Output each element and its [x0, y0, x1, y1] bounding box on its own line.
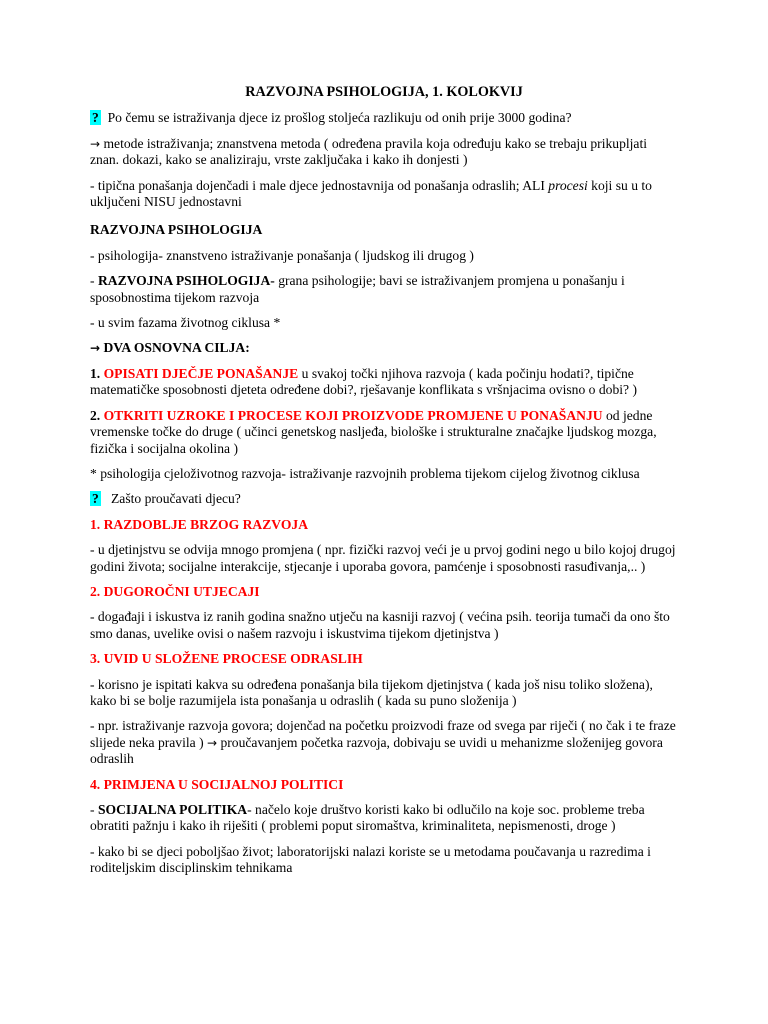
section-4-text-2: - kako bi se djeci poboljšao život; laboratorijski nalazi koriste se u metodama poučavanja u razredima i roditeljskim disciplinskim tehnikama	[90, 843, 651, 876]
psihologija-definition: - psihologija- znanstveno istraživanje ponašanja ( ljudskog ili drugog )	[90, 247, 474, 263]
question-2-text: Zašto proučavati djecu?	[111, 491, 241, 507]
typical-text-before: - tipična ponašanja dojenčadi i male djece jednostavnija od ponašanja odraslih; ALI	[90, 177, 549, 193]
section-4-bold-term: SOCIJALNA POLITIKA	[97, 802, 248, 817]
goal-2	[90, 408, 678, 457]
typical-text-after: koji su u to uključeni NISU jednostavni	[90, 177, 652, 210]
section-1-heading: 1. RAZDOBLJE BRZOG RAZVOJA	[90, 516, 309, 532]
section-2-text: - događaji i iskustva iz ranih godina snažno utječu na kasniji razvoj ( većina psih. teorija tumači da ono što smo danas, uvelike ovisi o našem razvoju i iskustvima tijekom djetinjstva )	[90, 609, 670, 641]
heading-goals	[90, 340, 678, 356]
section-1-text: - u djetinjstvu se odvija mnogo promjena ( npr. fizički razvoj veći je u prvoj godini nego u bilo kojoj drugoj godini života; socijalne interakcije, stjecanje i uporaba govora, pamćenje i sposobnosti rasuđivanja,.. )	[90, 542, 676, 574]
goals-heading-text: DVA OSNOVNA CILJA:	[103, 340, 250, 356]
arrow-right-icon: →	[207, 735, 218, 750]
razvojna-definition	[90, 273, 678, 306]
razvojna-bold-term: RAZVOJNA PSIHOLOGIJA-	[97, 273, 275, 289]
section-4-text-1	[90, 802, 678, 835]
question-mark-highlight: ?	[92, 110, 99, 126]
goal-1-number: 1.	[90, 365, 101, 381]
goal-2-title: OTKRITI UZROKE I PROCESE KOJI PROIZVODE PROMJENE U PONAŠANJU	[103, 407, 603, 423]
section-3-text-2-after: proučavanjem početka razvoja, dobivaju se uvidi u mehanizme složenijeg govora odraslih	[90, 734, 663, 767]
question-1	[90, 110, 678, 126]
methods-text: metode istraživanja; znanstvena metoda ( određena pravila koja određuju kako se trebaju prikupljati znan. dokazi, kako se analiziraju, vrste zaključaka i kako ih donjesti )	[90, 135, 648, 168]
question-mark-highlight: ?	[92, 491, 99, 507]
arrow-right-icon: →	[90, 136, 101, 151]
goal-1-title: OPISATI DJEČJE PONAŠANJE	[103, 365, 299, 381]
question-2	[90, 491, 678, 507]
section-2-heading: 2. DUGOROČNI UTJECAJI	[90, 583, 260, 599]
section-3-text-1: - korisno je ispitati kakva su određena ponašanja bila tijekom djetinjstva ( kada još nisu toliko složena), kako bi se bolje razumijela ista ponašanja u odraslih ( kada su puno složenija )	[90, 676, 653, 708]
goal-2-number: 2.	[90, 407, 101, 423]
footnote-line: * psihologija cjeloživotnog razvoja- istraživanje razvojnih problema tijekom cijelog životnog ciklusa	[90, 465, 640, 481]
section-4-heading: 4. PRIMJENA U SOCIJALNOJ POLITICI	[90, 776, 344, 792]
goal-1	[90, 366, 678, 399]
arrow-right-icon: →	[90, 341, 101, 356]
typical-behavior-paragraph	[90, 178, 678, 211]
question-1-text: Po čemu se istraživanja djece iz prošlog stoljeća razlikuju od onih prije 3000 godina?	[107, 110, 572, 126]
razvojna-rest: grana psihologije; bavi se istraživanjem promjena u ponašanju i sposobnostima tijekom razvoja	[90, 273, 625, 305]
section-4-dash: -	[90, 802, 98, 817]
methods-paragraph	[90, 136, 678, 169]
section-3-heading: 3. UVID U SLOŽENE PROCESE ODRASLIH	[90, 651, 363, 667]
razvojna-dash: -	[90, 273, 98, 289]
goal-1-text: u svakoj točki njihova razvoja ( kada počinju hodati?, tipične matematičke sposobnosti djeteta određene dobi?, rješavanje konflikata s vršnjacima ovisno o dobi? )	[90, 365, 637, 398]
section-3-text-2	[90, 718, 678, 767]
goal-2-text: od jedne vremenske točke do druge ( učinci genetskog nasljeđa, biološke i strukturalne značajke ljudskog mozga, fizička i socijalna okolina )	[90, 407, 657, 456]
heading-razvojna-psihologija: RAZVOJNA PSIHOLOGIJA	[90, 222, 263, 238]
typical-text-italic: procesi	[548, 177, 588, 193]
life-cycle-line: - u svim fazama životnog ciklusa *	[90, 315, 281, 331]
section-3-text-2-before: - npr. istraživanje razvoja govora; dojenčad na početku proizvodi fraze od svega par riječi ( no čak i te fraze slijede neka pravila )	[90, 718, 676, 750]
section-4-text-1-rest: - načelo koje društvo koristi kako bi odlučilo na koje soc. probleme treba obratiti pažnju i kako ih riješiti ( problemi poput siromaštva, kriminaliteta, nepismenosti, droge )	[90, 802, 645, 834]
page-title: RAZVOJNA PSIHOLOGIJA, 1. KOLOKVIJ	[245, 84, 523, 100]
